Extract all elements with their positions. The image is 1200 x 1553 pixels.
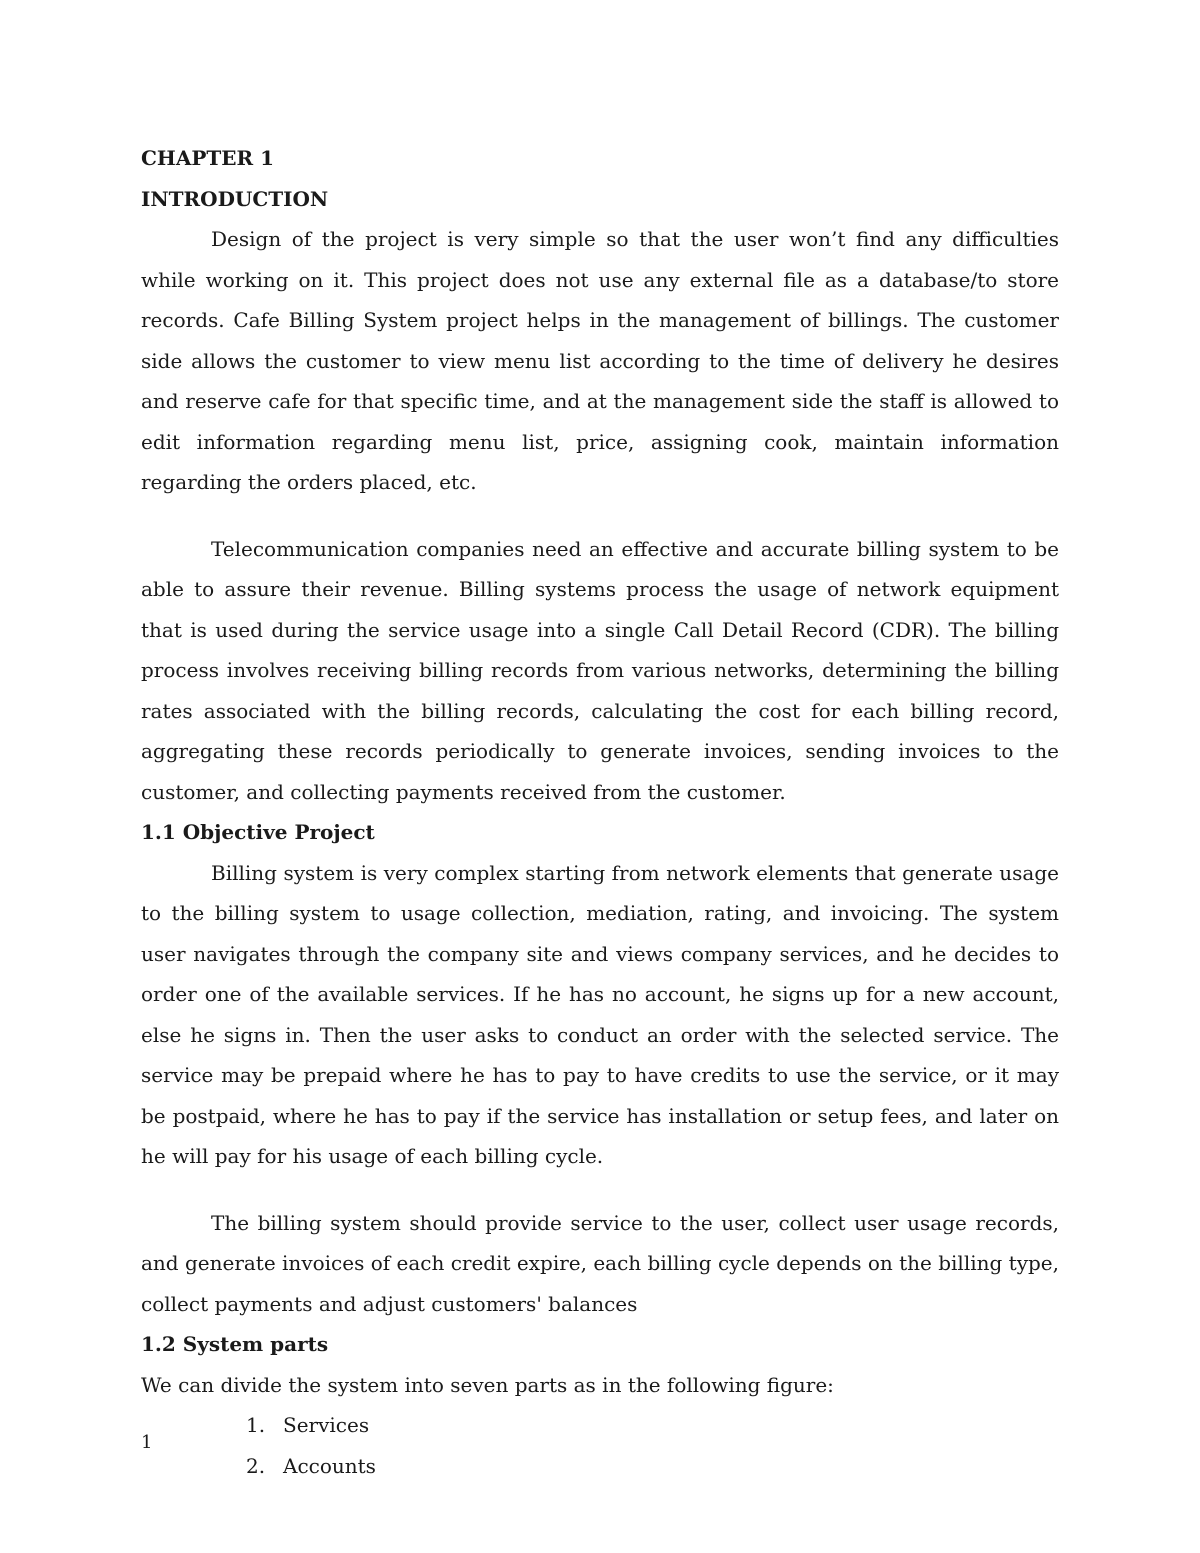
page-content	[141, 138, 1059, 1486]
list-item-label: Accounts	[283, 1453, 376, 1478]
introduction-heading: INTRODUCTION	[141, 186, 329, 211]
system-parts-list	[141, 1405, 1059, 1486]
objective-paragraph-1: Billing system is very complex starting from network elements that generate usage to the billing system to usage collection, mediation, rating, and invoicing. The system user navigates through the company site and views company services, and he decides to order one of the available services. If he has no account, he signs up for a new account, else he signs in. Then the user asks to conduct an order with the selected service. The service may be prepaid where he has to pay to have credits to use the service, or it may be postpaid, where he has to pay if the service has installation or setup fees, and later on he will pay for his usage of each billing cycle.	[141, 860, 1059, 1168]
intro-paragraph-2: Telecommunication companies need an effective and accurate billing system to be able to assure their revenue. Billing systems process the usage of network equipment that is used during the service usage into a single Call Detail Record (CDR). The billing process involves receiving billing records from various networks, determining the billing rates associated with the billing records, calculating the cost for each billing record, aggregating these records periodically to generate invoices, sending invoices to the customer, and collecting payments received from the customer.	[141, 536, 1059, 804]
list-item-label: Services	[283, 1413, 370, 1437]
list-item-number: 2.	[246, 1453, 266, 1478]
list-item	[246, 1405, 1059, 1446]
list-item	[246, 1446, 1059, 1487]
system-parts-intro: We can divide the system into seven parts as in the following figure:	[141, 1372, 834, 1397]
paragraph-spacer	[141, 503, 1059, 529]
objective-paragraph-2: The billing system should provide service to the user, collect user usage records, and generate invoices of each credit expire, each billing cycle depends on the billing type, collect payments and adjust customers' balances	[141, 1210, 1059, 1316]
list-item-number: 1.	[246, 1413, 266, 1437]
page-number: 1	[141, 1432, 153, 1453]
intro-paragraph-1: Design of the project is very simple so that the user won’t find any difficulties while working on it. This project does not use any external file as a database/to store records. Cafe Billing System project helps in the management of billings. The customer side allows the customer to view menu list according to the time of delivery he desires and reserve cafe for that specific time, and at the management side the staff is allowed to edit information regarding menu list, price, assigning cook, maintain information regarding the orders placed, etc.	[141, 227, 1059, 494]
section-heading-objective: 1.1 Objective Project	[141, 820, 375, 844]
chapter-label: CHAPTER 1	[141, 146, 274, 170]
paragraph-spacer	[141, 1177, 1059, 1203]
section-heading-system-parts: 1.2 System parts	[141, 1332, 329, 1356]
